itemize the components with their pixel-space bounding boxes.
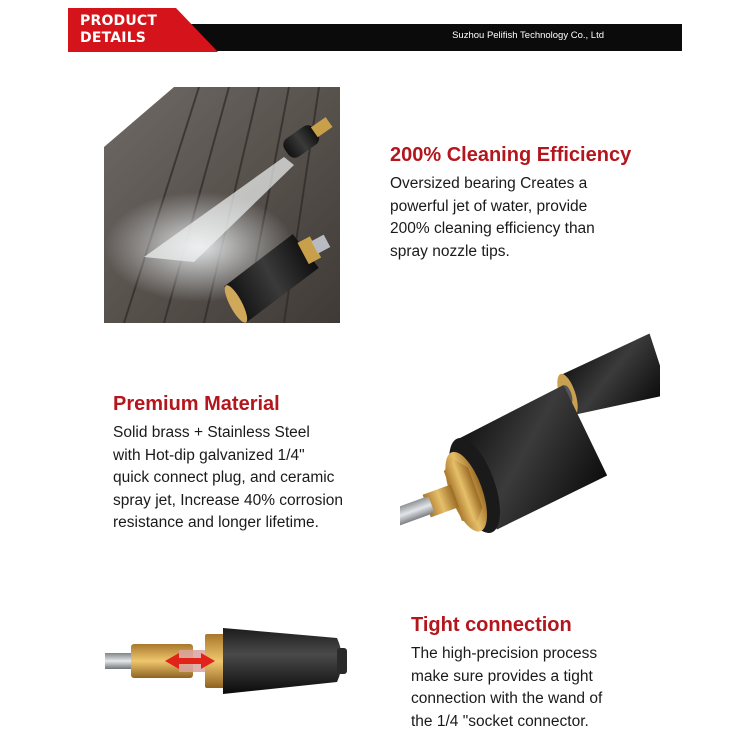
feature-description (390, 173, 670, 263)
feature-title: 200% Cleaning Efficiency (390, 144, 632, 166)
desc-line: powerful jet of water, provide (390, 197, 588, 215)
desc-line: spray jet, Increase 40% corrosion (113, 491, 344, 509)
feature-description (113, 422, 403, 535)
header-title-line1: PRODUCT (80, 13, 158, 29)
feature-description (411, 643, 711, 733)
feature-tight-connection (411, 613, 711, 733)
desc-line: Solid brass + Stainless Steel (113, 424, 310, 441)
nozzle-rubber (223, 628, 342, 694)
wand-steel (105, 653, 133, 669)
header-title (80, 13, 157, 47)
desc-line: with Hot-dip galvanized 1/4" (113, 446, 305, 464)
deck-spray-photo (104, 87, 340, 323)
desc-line: spray nozzle tips. (390, 242, 510, 260)
desc-line: the 1/4 "socket connector. (411, 712, 589, 730)
desc-line: connection with the wand of (411, 690, 603, 707)
feature-cleaning-efficiency (390, 143, 670, 263)
steel-plug (400, 496, 434, 527)
header-banner (68, 8, 682, 52)
nozzle-material-photo (400, 320, 660, 555)
desc-line: quick connect plug, and ceramic (113, 469, 335, 486)
desc-line: 200% cleaning efficiency than (390, 220, 595, 237)
company-name: Suzhou Pelifish Technology Co., Ltd (452, 30, 604, 41)
header-title-line2: DETAILS (80, 30, 147, 46)
desc-line: resistance and longer lifetime. (113, 514, 319, 531)
desc-line: Oversized bearing Creates a (390, 175, 588, 192)
feature-title: Premium Material (113, 393, 280, 415)
nozzle-connection-photo (105, 620, 350, 700)
desc-line: The high-precision process (411, 645, 598, 662)
feature-title: Tight connection (411, 614, 572, 636)
feature-premium-material (113, 392, 403, 535)
desc-line: make sure provides a tight (411, 667, 593, 685)
